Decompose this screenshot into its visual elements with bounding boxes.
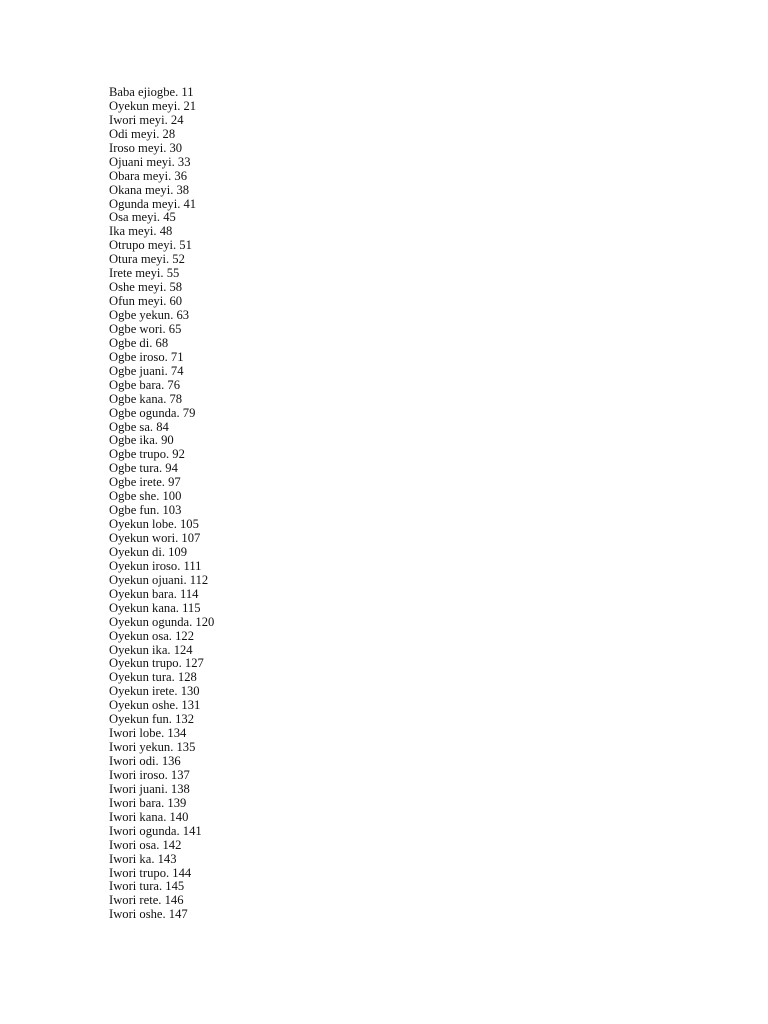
toc-entry: Oyekun kana. 115 [109,600,201,615]
toc-entry: Oyekun fun. 132 [109,712,194,727]
toc-entry: Ogbe wori. 65 [109,321,182,336]
toc-entry: Iwori bara. 139 [109,795,187,810]
toc-entry: Iwori tura. 145 [109,879,185,894]
toc-entry: Ojuani meyi. 33 [109,154,191,169]
toc-entry: Ogbe kana. 78 [109,391,183,406]
toc-entry: Ogbe juani. 74 [109,363,184,378]
toc-entry: Oyekun osa. 122 [109,628,194,643]
toc-entry: Obara meyi. 36 [109,168,187,183]
toc-entry: Ogbe fun. 103 [109,503,182,518]
toc-entry: Oyekun trupo. 127 [109,656,204,671]
toc-entry: Iwori juani. 138 [109,781,190,796]
toc-entry: Iwori yekun. 135 [109,740,196,755]
toc-entry: Ogbe trupo. 92 [109,447,185,462]
toc-entry: Ogbe ogunda. 79 [109,405,196,420]
toc-entry: Ogbe iroso. 71 [109,349,184,364]
toc-entry: Iroso meyi. 30 [109,140,183,155]
toc-entry: Iwori meyi. 24 [109,112,184,127]
toc-entry: Ofun meyi. 60 [109,294,183,309]
toc-entry: Ogbe sa. 84 [109,419,169,434]
toc-entry: Oyekun meyi. 21 [109,98,197,113]
toc-entry: Okana meyi. 38 [109,182,190,197]
table-of-contents [109,86,214,922]
toc-entry: Ika meyi. 48 [109,224,173,239]
toc-entry: Oyekun ojuani. 112 [109,572,209,587]
toc-entry: Iwori ka. 143 [109,851,177,866]
toc-entry: Oyekun oshe. 131 [109,698,201,713]
toc-entry: Otrupo meyi. 51 [109,238,192,253]
toc-entry: Iwori oshe. 147 [109,907,188,922]
toc-entry: Ogunda meyi. 41 [109,196,197,211]
toc-entry: Ogbe bara. 76 [109,377,180,392]
toc-entry: Iwori osa. 142 [109,837,182,852]
toc-entry: Ogbe she. 100 [109,489,182,504]
toc-entry: Oyekun di. 109 [109,544,188,559]
toc-entry: Oyekun ogunda. 120 [109,614,215,629]
toc-entry: Oyekun wori. 107 [109,531,201,545]
toc-entry: Oshe meyi. 58 [109,280,183,295]
toc-entry: Osa meyi. 45 [109,210,176,225]
toc-entry: Oyekun bara. 114 [109,586,199,601]
toc-entry: Iwori odi. 136 [109,754,181,768]
toc-entry: Iwori ogunda. 141 [109,823,202,838]
toc-entry: Ogbe di. 68 [109,335,169,350]
toc-entry: Oyekun irete. 130 [109,684,200,699]
toc-entry: Ogbe tura. 94 [109,461,178,476]
toc-entry: Odi meyi. 28 [109,126,176,141]
toc-entry: Ogbe yekun. 63 [109,308,190,322]
toc-entry: Iwori rete. 146 [109,893,184,908]
toc-entry: Ogbe irete. 97 [109,475,181,490]
toc-entry: Iwori trupo. 144 [109,865,192,880]
toc-entry: Iwori kana. 140 [109,809,189,824]
toc-entry: Iwori lobe. 134 [109,726,187,741]
toc-entry: Oyekun tura. 128 [109,670,197,685]
toc-entry: Otura meyi. 52 [109,252,185,267]
toc-entry: Ogbe ika. 90 [109,433,174,448]
toc-entry: Baba ejiogbe. 11 [109,85,194,99]
toc-entry: Iwori iroso. 137 [109,767,190,782]
toc-entry: Oyekun iroso. 111 [109,558,202,573]
toc-entry: Oyekun ika. 124 [109,642,193,657]
toc-entry: Irete meyi. 55 [109,266,180,281]
toc-entry: Oyekun lobe. 105 [109,517,199,532]
